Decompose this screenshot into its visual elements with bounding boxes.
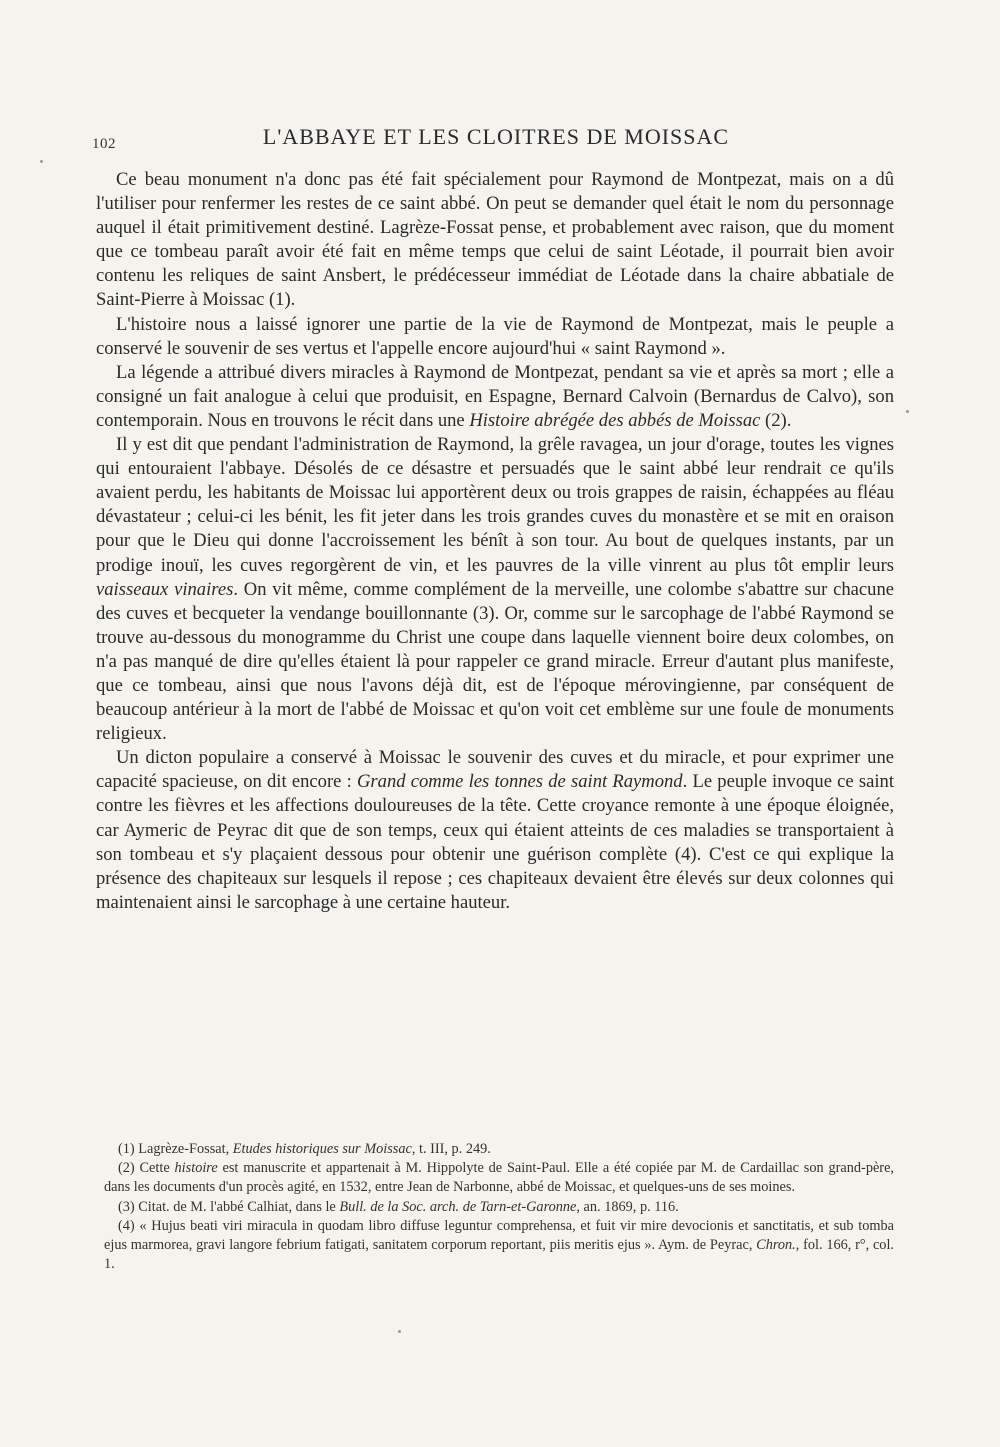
italic-phrase: vaisseaux vinaires (96, 578, 234, 600)
paragraph: Ce beau monument n'a donc pas été fait spécialement pour Raymond de Montpezat, mais on a dû l'utiliser pour renfermer les restes de ce saint abbé. On peut se demander quel était le nom du personnage auquel il était primitivement destiné. Lagrèze-Fossat pense, et probablement avec raison, que du moment que ce tombeau paraît avoir été fait en même temps que celui de saint Léotade, il pourrait bien avoir contenu les reliques de saint Ansbert, le prédécesseur immédiat de Léotade dans la chaire abbatiale de Saint-Pierre à Moissac (1). (96, 169, 894, 311)
paragraph: Un dicton populaire a conservé à Moissac le souvenir des cuves et du miracle, et pour exprimer une capacité spacieuse, on dit encore : Grand comme les tonnes de saint Raymond. Le peuple invoque ce saint contre les fièvres et les affections douloureuses de la tête. Cette croyance remonte à une époque éloignée, car Aymeric de Peyrac dit que de son temps, ceux qui étaient atteints de ces maladies se transportaient à son tombeau et s'y plaçaient dessous pour obtenir une guérison complète (4). C'est ce qui explique la présence des chapiteaux sur lesquels il repose ; ces chapiteaux devaient être élevés sur deux colonnes qui maintenaient ainsi le sarcophage à une certaine hauteur. (96, 747, 895, 913)
footnote: (2) Cette histoire est manuscrite et appartenait à M. Hippolyte de Saint-Paul. Elle a été copiée par M. de Cardaillac son grand-père, dans les documents d'un procès agité, en 1532, entre Jean de Narbonne, abbé de Moissac, et quelques-uns de ses moines. (104, 1160, 894, 1196)
italic-phrase: Etudes historiques sur Moissac (232, 1141, 412, 1157)
footnote: (1) Lagrèze-Fossat, Etudes historiques sur Moissac, t. III, p. 249. (118, 1141, 491, 1157)
paragraph: L'histoire nous a laissé ignorer une partie de la vie de Raymond de Montpezat, mais le peuple a conservé le souvenir de ses vertus et l'appelle encore aujourd'hui « saint Raymond ». (96, 313, 894, 359)
main-text (96, 168, 894, 915)
footnote: (4) « Hujus beati viri miracula in quodam libro diffuse leguntur comprehensa, et fuit vir mire devocionis et sanctitatis, et sub tomba ejus marmorea, gravi langore febrium fatigati, sanitatem corporum reportant, piis meritis ejus ». Aym. de Peyrac, Chron., fol. 166, r°, col. 1. (104, 1217, 894, 1273)
paragraph: Il y est dit que pendant l'administration de Raymond, la grêle ravagea, un jour d'orage, toutes les vignes qui entouraient l'abbaye. Désolés de ce désastre et persuadés que le saint abbé leur rendrait ce qu'ils avaient perdu, les habitants de Moissac lui apportèrent deux ou trois grappes de raisin, échappées au fléau dévastateur ; celui-ci les bénit, les fit jeter dans les trois grandes cuves du monastère et se mit en oraison pour que le Dieu qui donne l'accroissement les bénît à son tour. Au bout de quelques instants, par un prodige inouï, les cuves regorgèrent de vin, et les pauvres de la ville vinrent au plus tôt emplir leurs vaisseaux vinaires. On vit même, comme complément de la merveille, une colombe s'abattre sur chacune des cuves et becqueter la vendange bouillonnante (3). Or, comme sur le sarcophage de l'abbé Raymond se trouve au-dessous du monogramme du Christ une coupe dans laquelle viennent boire deux colombes, on n'a pas manqué de dire qu'elles étaient là pour rappeler ce grand miracle. Erreur d'autant plus manifeste, que ce tombeau, ainsi que nous l'avons déjà dit, est de l'époque mérovingienne, par conséquent de beaucoup antérieur à la mort de l'abbé de Moissac et qu'on voit cet emblème sur une foule de monuments religieux. (96, 434, 894, 745)
running-title: L'ABBAYE ET LES CLOITRES DE MOISSAC (262, 124, 730, 149)
page-header (92, 124, 900, 156)
paragraph: La légende a attribué divers miracles à Raymond de Montpezat, pendant sa vie et après sa mort ; elle a consigné un fait analogue à celui que produisit, en Espagne, Bernard Calvoin (Bernardus de Calvo), son contemporain. Nous en trouvons le récit dans une Histoire abrégée des abbés de Moissac (2). (96, 361, 894, 431)
page-speck (906, 410, 909, 413)
italic-phrase: Histoire abrégée des abbés de Moissac (469, 409, 761, 431)
page-speck (398, 1330, 401, 1333)
page-speck (40, 160, 43, 163)
italic-phrase: Grand comme les tonnes de saint Raymond (356, 771, 683, 793)
footnote: (3) Citat. de M. l'abbé Calhiat, dans le Bull. de la Soc. arch. de Tarn-et-Garonne, an. 1869, p. 116. (118, 1198, 679, 1215)
italic-phrase: histoire (174, 1160, 218, 1177)
footnotes (104, 1140, 894, 1274)
page-number: 102 (92, 136, 116, 152)
italic-phrase: Chron. (756, 1237, 796, 1254)
italic-phrase: Bull. de la Soc. arch. de Tarn-et-Garonne (339, 1198, 577, 1215)
